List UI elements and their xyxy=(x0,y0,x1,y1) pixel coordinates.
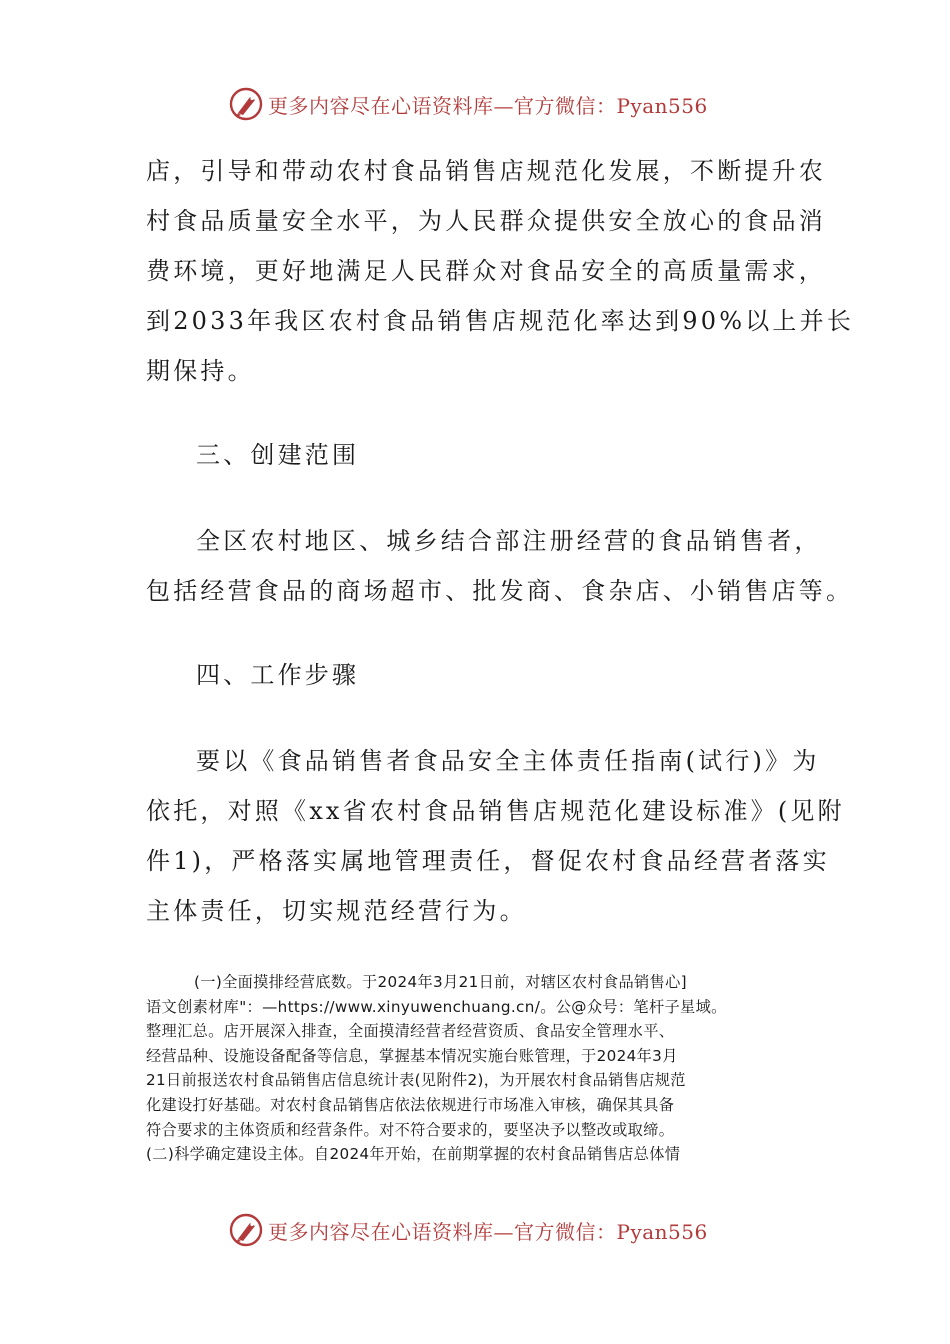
section3-heading: 三、创建范围 xyxy=(196,441,360,469)
pen-nib-icon xyxy=(228,1212,264,1248)
small-text-block xyxy=(146,970,806,1167)
small-line-5: 21日前报送农村食品销售店信息统计表(见附件2)，为开展农村食品销售店规范 xyxy=(146,1071,686,1090)
paragraph1-line-5: 期保持。 xyxy=(146,357,255,385)
section4-line-1: 要以《食品销售者食品安全主体责任指南(试行)》为 xyxy=(196,747,820,775)
small-line-8: (二)科学确定建设主体。自2024年开始，在前期掌握的农村食品销售店总体情 xyxy=(146,1145,681,1164)
banner-text xyxy=(268,90,708,119)
banner-separator: — xyxy=(493,1219,514,1244)
banner-text xyxy=(268,1216,708,1245)
section4-line-4: 主体责任，切实规范经营行为。 xyxy=(146,897,527,925)
small-line-2: 语文创素材库"：—https://www.xinyuwenchuang.cn/。公@众号：笔杆子星域。 xyxy=(146,997,727,1016)
banner-tail-text: 官方微信：Pyan556 xyxy=(514,1219,708,1244)
section4-line-2: 依托，对照《xx省农村食品销售店规范化建设标准》(见附 xyxy=(146,797,845,825)
small-line-6: 化建设打好基础。对农村食品销售店依法依规进行市场准入审核，确保其具备 xyxy=(146,1095,675,1114)
section3-line-2: 包括经营食品的商场超市、批发商、食杂店、小销售店等。 xyxy=(146,577,854,605)
paragraph1-line-2: 村食品质量安全水平，为人民群众提供安全放心的食品消 xyxy=(146,207,826,235)
small-line-3: 整理汇总。店开展深入排查，全面摸清经营者经营资质、食品安全管理水平、 xyxy=(146,1022,675,1041)
pen-nib-icon xyxy=(228,86,264,122)
banner-main-text: 更多内容尽在心语资料库 xyxy=(268,1219,494,1244)
small-line-7: 符合要求的主体资质和经营条件。对不符合要求的，要坚决予以整改或取缔。 xyxy=(146,1120,675,1139)
paragraph1-line-3: 费环境，更好地满足人民群众对食品安全的高质量需求， xyxy=(146,257,826,285)
small-line-1: (一)全面摸排经营底数。于2024年3月21日前，对辖区农村食品销售心] xyxy=(194,973,687,991)
paragraph1-line-1: 店，引导和带动农村食品销售店规范化发展，不断提升农 xyxy=(146,157,826,185)
footer-watermark-banner xyxy=(228,1210,748,1250)
section3-line-1: 全区农村地区、城乡结合部注册经营的食品销售者， xyxy=(196,527,822,555)
section4-line-3: 件1)，严格落实属地管理责任，督促农村食品经营者落实 xyxy=(146,847,830,875)
header-watermark-banner xyxy=(228,84,748,124)
section4-heading: 四、工作步骤 xyxy=(196,661,360,689)
banner-tail-text: 官方微信：Pyan556 xyxy=(514,93,708,118)
small-line-4: 经营品种、设施设备配备等信息，掌握基本情况实施台账管理，于2024年3月 xyxy=(146,1046,678,1065)
banner-main-text: 更多内容尽在心语资料库 xyxy=(268,93,494,118)
banner-separator: — xyxy=(493,93,514,118)
paragraph1-line-4: 到2033年我区农村食品销售店规范化率达到90%以上并长 xyxy=(146,307,855,335)
